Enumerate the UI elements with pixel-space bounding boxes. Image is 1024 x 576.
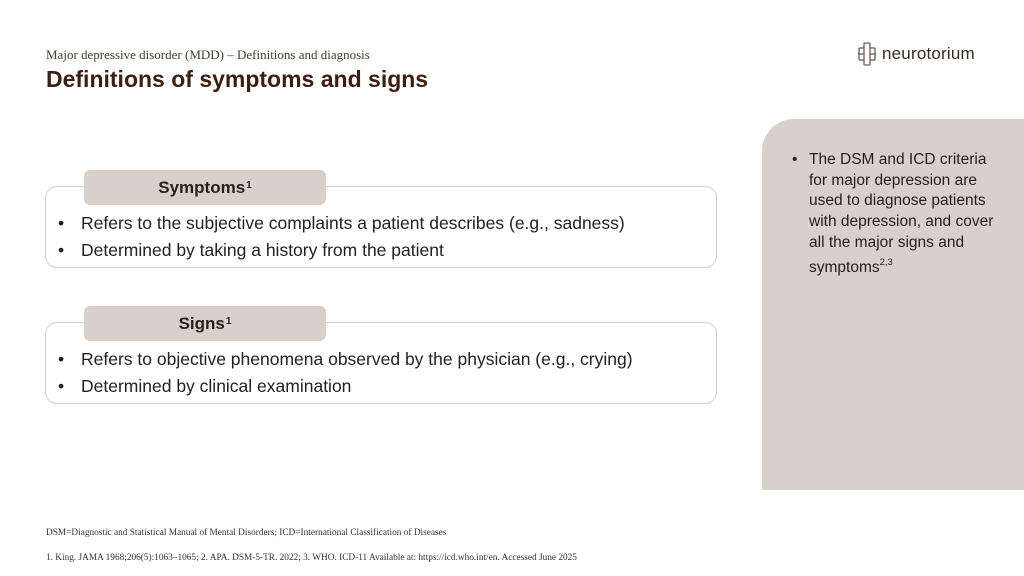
references: 1. King. JAMA 1968;206(5):1063–1065; 2. APA. DSM-5-TR. 2022; 3. WHO. ICD-11 Available at: https://icd.who.int/en. Accessed June 2025 [46, 553, 577, 563]
side-panel [762, 119, 1024, 490]
list-item: • Determined by clinical examination [58, 373, 633, 400]
side-panel-item [792, 150, 1004, 278]
symptoms-tab [84, 170, 326, 205]
symptoms-label: Symptoms [158, 177, 246, 197]
abbreviations: DSM=Diagnostic and Statistical Manual of Mental Disorders; ICD=International Classification of Diseases [46, 528, 447, 538]
list-item: • Refers to objective phenomena observed by the physician (e.g., crying) [58, 346, 633, 373]
logo-text: neurotorium [882, 44, 975, 63]
breadcrumb: Major depressive disorder (MDD) – Definitions and diagnosis [46, 47, 370, 62]
symptoms-ref: 1 [246, 180, 252, 191]
list-item: • Determined by taking a history from the patient [58, 237, 625, 264]
signs-ref: 1 [225, 316, 232, 327]
side-panel-bullets [792, 150, 1004, 278]
symptoms-bullets [58, 210, 625, 264]
side-panel-text: The DSM and ICD criteria for major depression are used to diagnose patients with depression, and cover all the major signs and symptoms [809, 151, 994, 276]
list-item: • Refers to the subjective complaints a patient describes (e.g., sadness) [58, 210, 625, 237]
signs-bullets [58, 346, 633, 400]
page-title: Definitions of symptoms and signs [46, 66, 429, 92]
signs-label: Signs [178, 313, 225, 333]
neurotorium-logo-icon [856, 42, 878, 66]
signs-tab [84, 306, 326, 341]
logo[interactable] [856, 42, 975, 66]
side-panel-ref: 2,3 [879, 256, 893, 268]
